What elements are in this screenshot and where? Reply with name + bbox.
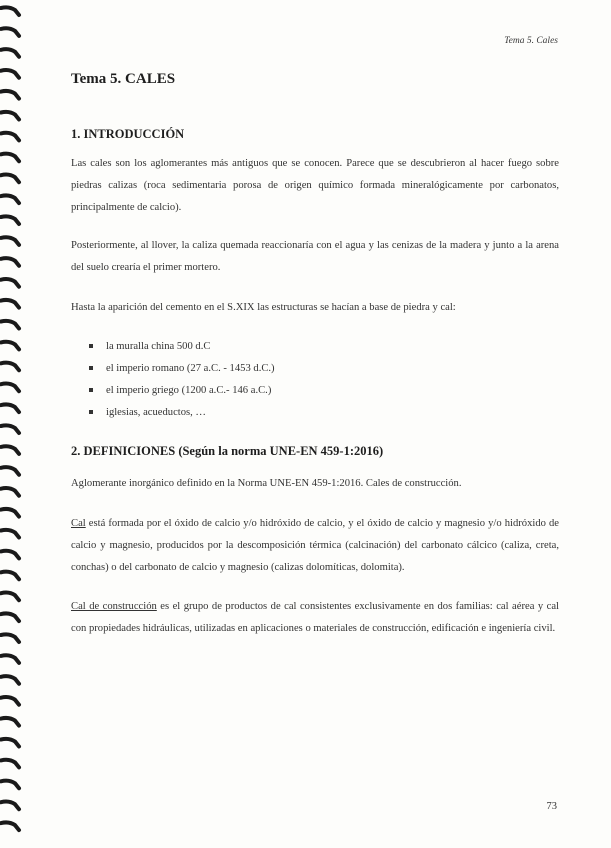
binding-coil [1,28,19,36]
binding-coil [1,718,19,726]
binding-coil [1,216,19,224]
binding-coil [1,697,19,705]
binding-coil [1,655,19,663]
binding-coil [1,342,19,350]
list-item [71,402,275,424]
square-bullet-icon [89,344,93,348]
list-item-text: la muralla china 500 d.C [106,341,211,352]
binding-coil [1,572,19,580]
list-item-text: iglesias, acueductos, … [106,407,207,418]
intro-paragraph-3: Hasta la aparición del cemento en el S.XIX las estructuras se hacían a base de piedra y cal: [71,302,456,313]
binding-coil [1,613,19,621]
square-bullet-icon [89,366,93,370]
definition-text: es el grupo de productos de cal consistentes exclusivamente en dos familias: cal aérea y cal con propiedades hidráulicas, utilizadas en aplicaciones o materiales de construcción, edificación e ingeniería civil. [71,601,559,634]
page-number: 73 [546,801,557,812]
definitions-intro: Aglomerante inorgánico definido en la Norma UNE-EN 459-1:2016. Cales de construcción. [71,478,462,489]
square-bullet-icon [89,410,93,414]
binding-coil [1,551,19,559]
binding-coil [1,112,19,120]
page-title: Tema 5. CALES [71,71,176,87]
binding-coil [1,195,19,203]
definition-cal [71,513,559,579]
binding-coil [1,49,19,57]
list-item [71,380,275,402]
binding-coil [1,384,19,392]
binding-coil [1,634,19,642]
definition-cal-de-construccion [71,596,559,640]
list-item-text: el imperio griego (1200 a.C.- 146 a.C.) [106,385,272,396]
binding-coil [1,279,19,287]
intro-paragraph-1: Las cales son los aglomerantes más antiguos que se conocen. Parece que se descubrieron al hacer fuego sobre piedras calizas (roca sedimentaria porosa de origen químico formada mineralógicamente por carbonatos, principalmente de calcio). [71,158,559,213]
binding-coil [1,509,19,517]
binding-coil [1,822,19,830]
definition-text: está formada por el óxido de calcio y/o hidróxido de calcio, y el óxido de calcio y magnesio y/o hidróxido de calcio y magnesio, producidos por la descomposición térmica (calcinación) del carbonato cálcico (caliza, creta, conchas) o del carbonato de calcio y magnesio (calizas dolomíticas, dolomita). [71,518,559,573]
bullet-list [71,336,275,424]
binding-coil [1,446,19,454]
binding-coil [1,404,19,412]
list-item [71,336,275,358]
running-header: Tema 5. Cales [504,36,558,46]
section-heading-introduccion: 1. INTRODUCCIÓN [71,127,185,141]
binding-coil [1,321,19,329]
binding-coil [1,739,19,747]
binding-coil [1,425,19,433]
binding-coil [1,237,19,245]
binding-coil [1,154,19,162]
intro-paragraph-2: Posteriormente, al llover, la caliza quemada reaccionaría con el agua y las cenizas de la madera y junto a la arena del suelo crearía el primer mortero. [71,240,559,273]
list-item-text: el imperio romano (27 a.C. - 1453 d.C.) [106,363,275,374]
binding-coil [1,781,19,789]
binding-coil [1,593,19,601]
section-heading-definiciones [71,444,383,459]
section-heading-note: (Según la norma UNE-EN 459-1:2016) [178,444,384,458]
binding-coil [1,802,19,810]
binding-coil [1,7,19,15]
spiral-binding [0,0,26,848]
binding-coil [1,300,19,308]
binding-coil [1,175,19,183]
binding-coil [1,467,19,475]
binding-coil [1,530,19,538]
definition-term: Cal [71,518,86,529]
binding-coil [1,488,19,496]
binding-coil [1,363,19,371]
binding-coil [1,676,19,684]
definition-term: Cal de construcción [71,601,157,612]
binding-coil [1,760,19,768]
list-item [71,358,275,380]
binding-coil [1,258,19,266]
binding-coil [1,133,19,141]
binding-coil [1,70,19,78]
binding-coil [1,91,19,99]
square-bullet-icon [89,388,93,392]
section-heading-text: 2. DEFINICIONES [71,444,176,458]
